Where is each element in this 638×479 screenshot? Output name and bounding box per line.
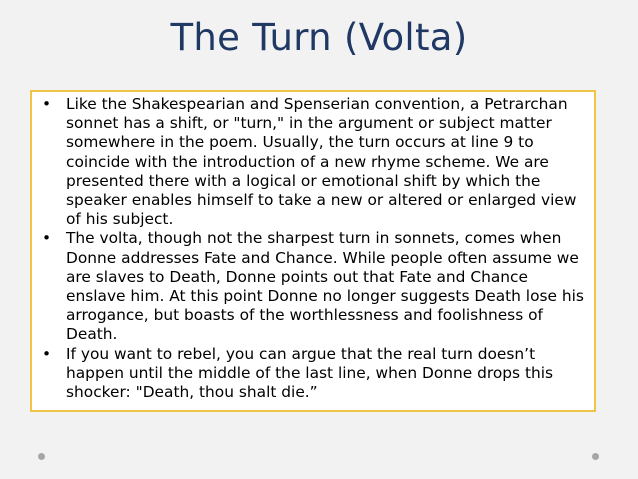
decorative-dot-left-icon — [38, 453, 45, 460]
bullet-item — [40, 95, 586, 229]
bullet-item — [40, 229, 586, 344]
bullet-list — [32, 92, 594, 402]
decorative-dot-right-icon — [592, 453, 599, 460]
bullet-item — [40, 345, 586, 403]
bullet-text: If you want to rebel, you can argue that the real turn doesn’t happen until the middle of the last line, when Donne drops this shocker: "Death, thou shalt die.” — [66, 344, 554, 402]
bullet-dot-icon: • — [42, 229, 52, 248]
bullet-dot-icon: • — [42, 95, 52, 113]
bullet-text: The volta, though not the sharpest turn in sonnets, comes when Donne addresses Fate and Chance. While people often assume we are slaves to Death, Donne points out that Fate and Chance enslave him. At this point Donne no longer suggests Death lose his arrogance, but boasts of the worthlessness and foolishness of Death. — [66, 229, 584, 344]
content-box — [30, 90, 596, 412]
bullet-dot-icon: • — [42, 344, 52, 363]
bullet-text: Like the Shakespearian and Spenserian convention, a Petrarchan sonnet has a shift, or "turn," in the argument or subject matter somewhere in the poem. Usually, the turn occurs at line 9 to coincide with the introduction of a new rhyme scheme. We are presented there with a logical or emotional shift by which the speaker enables himself to take a new or altered or enlarged view of his subject. — [66, 95, 577, 229]
slide-title: The Turn (Volta) — [170, 16, 468, 59]
